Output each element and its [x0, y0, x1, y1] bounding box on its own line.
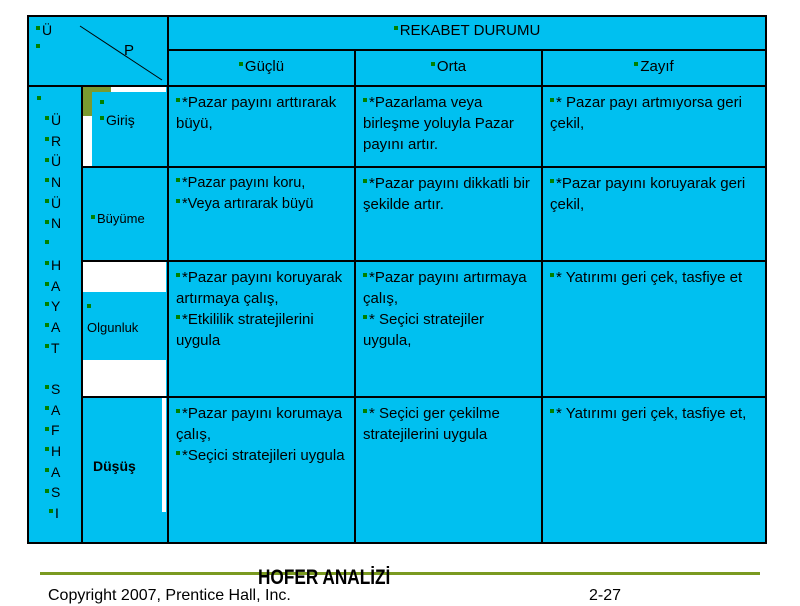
- bullet-icon: [36, 44, 40, 48]
- side-vertical-label: Ü R Ü N Ü N H A Y A T S A F H A S I: [45, 110, 61, 524]
- cell-buyume-weak: *Pazar payını koruyarak geri çekil,: [550, 175, 746, 213]
- corner-left-bullet: [36, 40, 42, 56]
- bullet-icon: [87, 304, 91, 308]
- cell-olgunluk-medium: *Pazar payını artırmaya çalış, * Seçici stratejiler uygula,: [363, 269, 527, 349]
- footer-divider: [40, 572, 760, 575]
- cell-giris-medium: *Pazarlama veya birleşme yoluyla Pazar payını artır.: [363, 94, 514, 153]
- bullet-icon: [91, 215, 95, 219]
- cell-giris-weak: * Pazar payı artmıyorsa geri çekil,: [550, 94, 742, 132]
- footer-title: HOFER ANALİZİ: [258, 566, 391, 589]
- bullet-icon: [37, 96, 41, 100]
- stage-label-dusus: Düşüş: [93, 458, 136, 474]
- bullet-icon: [100, 116, 104, 120]
- cell-dusus-medium: * Seçici ger çekilme stratejilerini uygula: [363, 405, 500, 443]
- bullet-icon: [634, 62, 638, 66]
- footer-copyright: Copyright 2007, Prentice Hall, Inc.: [48, 587, 291, 604]
- side-top-bullet: [37, 92, 43, 110]
- cell-buyume-medium: *Pazar payını dikkatli bir şekilde artır.: [363, 175, 530, 213]
- corner-diagonal: [80, 26, 162, 80]
- bullet-icon: [100, 100, 104, 104]
- bullet-icon: [36, 26, 40, 30]
- cell-giris-strong: *Pazar payını arttırarak büyü,: [176, 94, 337, 132]
- cell-dusus-strong: *Pazar payını korumaya çalış, *Seçici stratejileri uygula: [176, 405, 345, 464]
- bullet-icon: [239, 62, 243, 66]
- column-header-strong: Güçlü: [168, 58, 355, 75]
- footer-page-number: 2-27: [589, 587, 622, 604]
- bullet-icon: [431, 62, 435, 66]
- column-header-medium: Orta: [355, 58, 542, 75]
- stage-label-buyume: Büyüme: [91, 211, 145, 226]
- corner-right-label: P: [124, 42, 135, 59]
- cell-dusus-weak: * Yatırımı geri çek, tasfiye et,: [542, 399, 766, 428]
- column-header-weak: Zayıf: [542, 58, 766, 75]
- cell-olgunluk-weak: * Yatırımı geri çek, tasfiye et: [542, 263, 766, 292]
- competition-header: REKABET DURUMU: [168, 22, 766, 39]
- cell-buyume-strong: *Pazar payını koru, *Veya artırarak büyü: [168, 169, 355, 219]
- cell-olgunluk-strong: *Pazar payını koruyarak artırmaya çalış, *Etkililik stratejilerini uygula: [176, 269, 343, 349]
- bullet-icon: [394, 26, 398, 30]
- corner-left-label: Ü: [36, 22, 52, 38]
- stage-label-olgunluk: Olgunluk: [87, 298, 138, 338]
- stage-label-giris: Giriş: [100, 96, 135, 128]
